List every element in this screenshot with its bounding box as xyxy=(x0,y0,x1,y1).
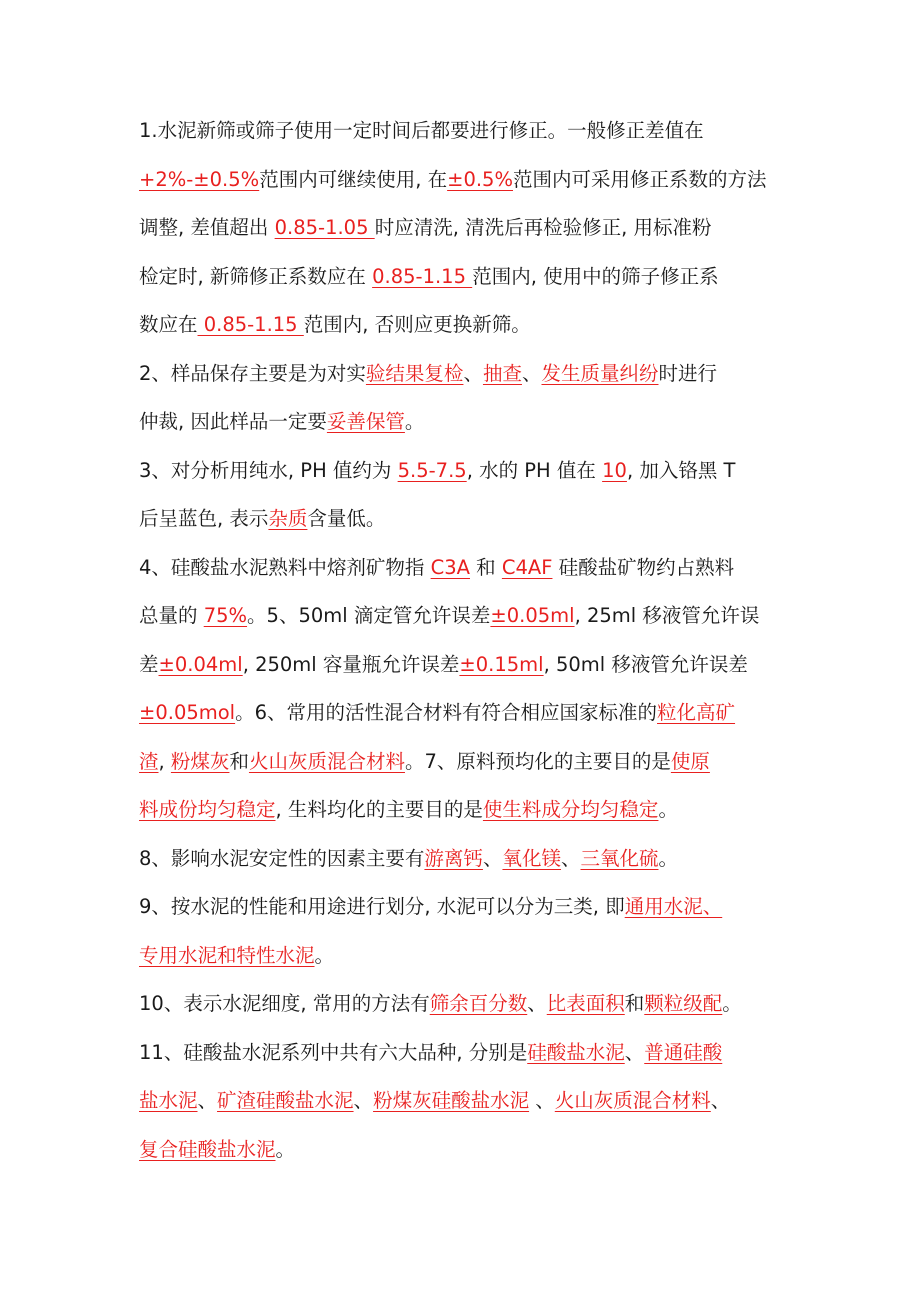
text-line xyxy=(139,253,807,302)
body-text: 、 xyxy=(710,1089,731,1112)
body-text: 。 xyxy=(722,992,742,1015)
answer-text: 复合硅酸盐水泥 xyxy=(139,1137,276,1161)
body-text: 2、样品保存主要是为对实 xyxy=(139,361,366,385)
body-text: 。 xyxy=(658,846,679,870)
answer-text: 0.85-1.15 xyxy=(372,264,473,288)
body-text: 范围内, 使用中的筛子修正系 xyxy=(472,264,719,288)
answer-text: ±0.15ml xyxy=(459,652,544,676)
text-line xyxy=(139,980,807,1029)
answer-text: 粒化高矿 xyxy=(657,701,736,724)
body-text: 总量的 xyxy=(139,604,204,627)
answer-text: 发生质量纠纷 xyxy=(541,361,659,385)
answer-text: 使原 xyxy=(670,749,710,773)
body-text: , 25ml 移液管允许误 xyxy=(574,604,760,627)
body-text: 、 xyxy=(527,992,547,1015)
text-line xyxy=(139,932,807,981)
body-text: 和 xyxy=(229,749,249,773)
text-line xyxy=(139,738,807,787)
text-line xyxy=(139,1029,807,1078)
body-text: 3、对分析用纯水, PH 值约为 xyxy=(139,458,398,482)
answer-text: 粉煤灰硅酸盐水泥 xyxy=(373,1089,530,1112)
text-line xyxy=(139,689,807,738)
answer-text: 颗粒级配 xyxy=(644,992,723,1015)
answer-text: 使生料成分均匀稳定 xyxy=(482,798,659,821)
answer-text: 5.5-7.5 xyxy=(397,458,467,482)
answer-text: 0.85-1.05 xyxy=(274,216,375,239)
document-page xyxy=(139,107,807,1174)
text-line xyxy=(139,156,807,205)
body-text: 含量低。 xyxy=(307,507,386,530)
body-text: 时应清洗, 清洗后再检验修正, 用标准粉 xyxy=(374,216,712,239)
text-line xyxy=(139,447,807,496)
body-text: 。 xyxy=(404,410,425,433)
text-line xyxy=(139,883,807,932)
text-line xyxy=(139,204,807,253)
body-text: , 生料均化的主要目的是 xyxy=(275,798,483,821)
text-line xyxy=(139,350,807,399)
answer-text: 渣 xyxy=(139,749,159,773)
text-line xyxy=(139,544,807,593)
body-text: 。7、原料预均化的主要目的是 xyxy=(404,749,671,773)
body-text: 8、影响水泥安定性的因素主要有 xyxy=(139,846,425,870)
body-text: 范围内可继续使用, 在 xyxy=(259,167,448,191)
answer-text: 75% xyxy=(203,604,248,627)
answer-text: 10 xyxy=(602,458,627,482)
body-text: 、 xyxy=(560,846,581,870)
answer-text: 比表面积 xyxy=(546,992,625,1015)
answer-text: 抽查 xyxy=(482,361,522,385)
answer-text: 通用水泥、 xyxy=(624,895,723,918)
answer-text: 专用水泥和特性水泥 xyxy=(139,943,315,967)
body-text: 数应在 xyxy=(139,313,198,336)
text-line xyxy=(139,398,807,447)
answer-text: 验结果复检 xyxy=(365,361,464,385)
body-text: 、 xyxy=(624,1040,645,1064)
body-text: 硅酸盐矿物约占熟料 xyxy=(552,555,735,579)
body-text: 、 xyxy=(463,361,483,385)
body-text: 。5、50ml 滴定管允许误差 xyxy=(247,604,491,627)
text-line xyxy=(139,301,807,350)
answer-text: 杂质 xyxy=(268,507,308,530)
body-text: 。6、常用的活性混合材料有符合相应国家标准的 xyxy=(235,701,658,724)
answer-text: 火山灰质混合材料 xyxy=(248,749,405,773)
body-text: 和 xyxy=(469,555,502,579)
body-text: 。 xyxy=(658,798,678,821)
answer-text: C4AF xyxy=(501,555,553,579)
body-text: , 250ml 容量瓶允许误差 xyxy=(242,652,460,676)
body-text: , xyxy=(158,749,171,773)
answer-text: 0.85-1.15 xyxy=(197,313,304,336)
answer-text: 普通硅酸 xyxy=(644,1040,723,1064)
body-text: 和 xyxy=(624,992,645,1015)
body-text: 。 xyxy=(314,943,335,967)
answer-text: 粉煤灰 xyxy=(170,749,230,773)
text-line xyxy=(139,835,807,884)
body-text: 11、硅酸盐水泥系列中共有六大品种, 分别是 xyxy=(139,1040,528,1064)
body-text: , 50ml 移液管允许误差 xyxy=(543,652,748,676)
text-line xyxy=(139,592,807,641)
body-text: 后呈蓝色, 表示 xyxy=(139,507,269,530)
body-text: 检定时, 新筛修正系数应在 xyxy=(139,264,373,288)
text-line xyxy=(139,1077,807,1126)
body-text: 、 xyxy=(197,1089,218,1112)
answer-text: 妥善保管 xyxy=(326,410,405,433)
text-line xyxy=(139,786,807,835)
text-line xyxy=(139,495,807,544)
answer-text: 氧化镁 xyxy=(502,846,561,870)
answer-text: 盐水泥 xyxy=(139,1089,198,1112)
body-text: 范围内, 否则应更换新筛。 xyxy=(303,313,531,336)
body-text: 4、硅酸盐水泥熟料中熔剂矿物指 xyxy=(139,555,431,579)
body-text: 、 xyxy=(521,361,542,385)
body-text: 调整, 差值超出 xyxy=(139,216,275,239)
answer-text: 矿渣硅酸盐水泥 xyxy=(217,1089,354,1112)
body-text: , 加入铬黑 T xyxy=(626,458,736,482)
body-text: 、 xyxy=(529,1089,555,1112)
answer-text: ±0.5% xyxy=(447,167,513,191)
body-text: 时进行 xyxy=(658,361,718,385)
text-line xyxy=(139,641,807,690)
body-text: 差 xyxy=(139,652,159,676)
answer-text: 火山灰质混合材料 xyxy=(554,1089,711,1112)
body-text: 9、按水泥的性能和用途进行划分, 水泥可以分为三类, 即 xyxy=(139,895,625,918)
body-text: , 水的 PH 值在 xyxy=(466,458,603,482)
answer-text: 硅酸盐水泥 xyxy=(527,1040,625,1064)
answer-text: 游离钙 xyxy=(424,846,483,870)
answer-text: ±0.05mol xyxy=(139,701,236,724)
body-text: 10、表示水泥细度, 常用的方法有 xyxy=(139,992,430,1015)
text-line xyxy=(139,1126,807,1175)
body-text: 1.水泥新筛或筛子使用一定时间后都要进行修正。一般修正差值在 xyxy=(139,119,704,142)
answer-text: C3A xyxy=(430,555,470,579)
body-text: 仲裁, 因此样品一定要 xyxy=(139,410,327,433)
answer-text: ±0.04ml xyxy=(158,652,243,676)
answer-text: ±0.05ml xyxy=(490,604,575,627)
body-text: 范围内可采用修正系数的方法 xyxy=(513,167,767,191)
answer-text: 料成份均匀稳定 xyxy=(139,798,276,821)
answer-text: 筛余百分数 xyxy=(429,992,528,1015)
answer-text: +2%-±0.5% xyxy=(139,167,260,191)
body-text: 。 xyxy=(275,1137,296,1161)
answer-text: 三氧化硫 xyxy=(580,846,659,870)
body-text: 、 xyxy=(353,1089,374,1112)
text-line xyxy=(139,107,807,156)
body-text: 、 xyxy=(482,846,503,870)
